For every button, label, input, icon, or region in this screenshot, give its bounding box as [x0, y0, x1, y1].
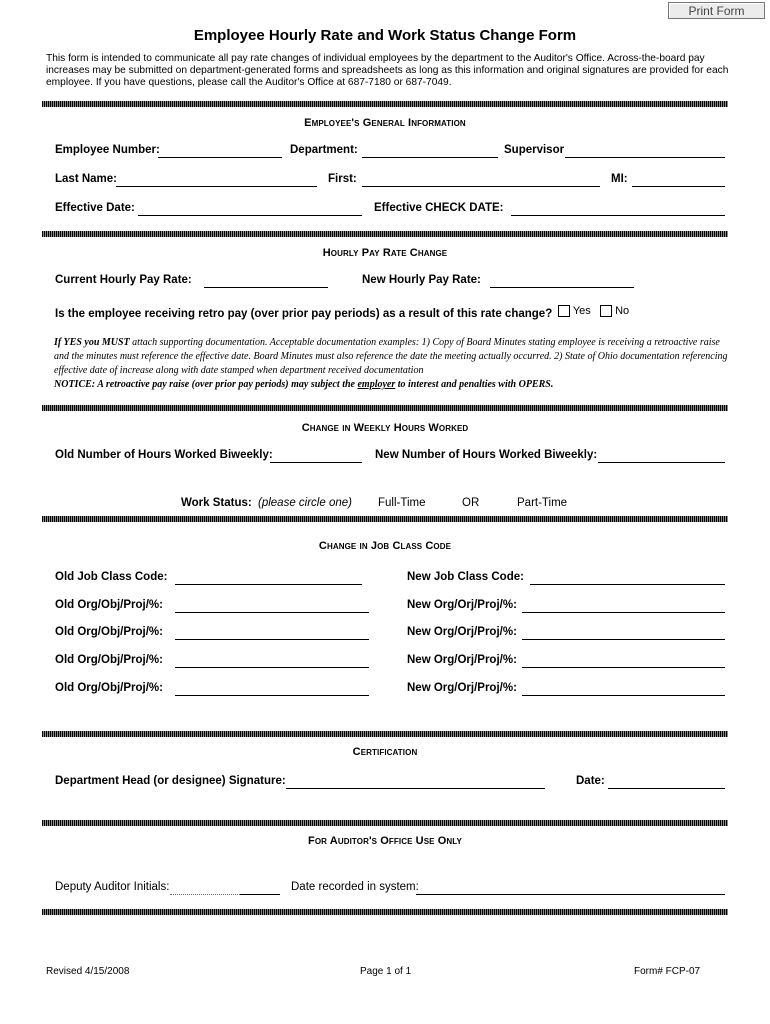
page-number: Page 1 of 1: [360, 966, 412, 977]
section-divider: [42, 820, 728, 826]
last-name-label: Last Name:: [55, 173, 117, 185]
old-hours-label: Old Number of Hours Worked Biweekly:: [55, 449, 273, 461]
date-recorded-field[interactable]: [416, 894, 725, 895]
section-divider: [42, 101, 728, 107]
old-hours-field[interactable]: [270, 462, 362, 463]
retro-documentation-note: [54, 336, 730, 392]
old-org-field[interactable]: [175, 612, 369, 613]
signature-label: Department Head (or designee) Signature:: [55, 775, 286, 787]
old-org-field[interactable]: [175, 639, 369, 640]
old-org-label: Old Org/Obj/Proj/%:: [55, 626, 163, 638]
or-text: OR: [462, 497, 480, 509]
effective-check-date-field[interactable]: [511, 215, 725, 216]
new-hours-label: New Number of Hours Worked Biweekly:: [375, 449, 598, 461]
new-org-label: New Org/Orj/Proj/%:: [407, 654, 517, 666]
effective-check-date-label: Effective CHECK DATE:: [374, 202, 504, 214]
work-status-label: Work Status:: [181, 497, 252, 509]
cert-date-label: Date:: [576, 775, 605, 787]
new-org-label: New Org/Orj/Proj/%:: [407, 682, 517, 694]
first-name-label: First:: [328, 173, 357, 185]
circle-one-hint: (please circle one): [258, 497, 352, 509]
revised-date: Revised 4/15/2008: [46, 966, 130, 977]
notice-text: NOTICE: A retroactive pay raise (over prior pay periods) may subject the employer to interest and penalties with OPERS.: [54, 379, 554, 390]
effective-date-label: Effective Date:: [55, 202, 135, 214]
section-divider: [42, 231, 728, 237]
section-divider: [42, 731, 728, 737]
old-org-field[interactable]: [175, 667, 369, 668]
new-org-field[interactable]: [522, 667, 725, 668]
new-job-class-field[interactable]: [530, 584, 725, 585]
deputy-initials-field-tail[interactable]: [240, 894, 280, 895]
section-divider: [42, 909, 728, 915]
cert-date-field[interactable]: [608, 788, 725, 789]
deputy-initials-field[interactable]: [170, 894, 240, 895]
full-time-option[interactable]: Full-Time: [378, 497, 426, 509]
section-divider: [42, 405, 728, 411]
last-name-field[interactable]: [116, 186, 317, 187]
signature-field[interactable]: [286, 788, 545, 789]
department-label: Department:: [290, 144, 358, 156]
old-job-class-label: Old Job Class Code:: [55, 571, 168, 583]
effective-date-field[interactable]: [138, 215, 362, 216]
auditor-use-heading: For Auditor's Office Use Only: [308, 835, 462, 847]
new-org-field[interactable]: [522, 639, 725, 640]
old-org-label: Old Org/Obj/Proj/%:: [55, 599, 163, 611]
mi-label: MI:: [611, 173, 628, 185]
new-org-label: New Org/Orj/Proj/%:: [407, 599, 517, 611]
intro-text: This form is intended to communicate all pay rate changes of individual employees by the department to the Auditor's Office. Across-the-board pay increases may be submitted on department-generated forms and spreadsheets as long as this information and original signatures are provided for each employee. If you have questions, please call the Auditor's Office at 687-7180 or 687-7049.: [46, 53, 729, 88]
old-org-field[interactable]: [175, 695, 369, 696]
note-body: attach supporting documentation. Acceptable documentation examples: 1) Copy of Board Minutes stating employee is receiving a retroactive raise and the minutes must reference the effective date. Board Minutes must also reference the date the meeting actually occurred. 2) State of Ohio documentation referencing effective date of increase along with date stamped when department received documentation: [54, 337, 728, 376]
retro-no-option[interactable]: [600, 305, 629, 317]
yes-checkbox[interactable]: [558, 305, 570, 317]
new-rate-label: New Hourly Pay Rate:: [362, 274, 481, 286]
section-divider: [42, 516, 728, 522]
no-checkbox[interactable]: [600, 305, 612, 317]
part-time-option[interactable]: Part-Time: [517, 497, 568, 509]
date-recorded-label: Date recorded in system:: [291, 881, 419, 893]
print-form-button[interactable]: Print Form: [668, 2, 765, 19]
retro-pay-question: Is the employee receiving retro pay (over prior pay periods) as a result of this rate change?: [55, 308, 553, 320]
new-rate-field[interactable]: [490, 287, 634, 288]
new-job-class-label: New Job Class Code:: [407, 571, 524, 583]
hours-heading: Change in Weekly Hours Worked: [301, 422, 469, 434]
note-emphasis: If YES you MUST: [54, 337, 130, 348]
new-hours-field[interactable]: [598, 462, 725, 463]
current-rate-label: Current Hourly Pay Rate:: [55, 274, 192, 286]
supervisor-label: Supervisor: [504, 144, 565, 156]
first-name-field[interactable]: [362, 186, 600, 187]
form-number: Form# FCP-07: [634, 966, 701, 977]
deputy-initials-label: Deputy Auditor Initials:: [55, 881, 170, 893]
current-rate-field[interactable]: [204, 287, 328, 288]
department-field[interactable]: [362, 157, 498, 158]
yes-label: Yes: [572, 305, 591, 317]
new-org-field[interactable]: [522, 695, 725, 696]
job-class-heading: Change in Job Class Code: [318, 540, 452, 552]
general-info-heading: Employee's General Information: [304, 117, 466, 129]
new-org-field[interactable]: [522, 612, 725, 613]
employee-number-label: Employee Number:: [55, 144, 160, 156]
employee-number-field[interactable]: [158, 157, 282, 158]
old-org-label: Old Org/Obj/Proj/%:: [55, 682, 163, 694]
new-org-label: New Org/Orj/Proj/%:: [407, 626, 517, 638]
old-job-class-field[interactable]: [175, 584, 362, 585]
old-org-label: Old Org/Obj/Proj/%:: [55, 654, 163, 666]
mi-field[interactable]: [632, 186, 725, 187]
page-title: Employee Hourly Rate and Work Status Change Form: [193, 27, 577, 44]
pay-rate-heading: Hourly Pay Rate Change: [322, 247, 448, 259]
retro-yes-option[interactable]: [558, 305, 591, 317]
no-label: No: [615, 305, 630, 317]
notice-employer: employer: [357, 379, 396, 390]
certification-heading: Certification: [352, 746, 418, 758]
supervisor-field[interactable]: [565, 157, 725, 158]
